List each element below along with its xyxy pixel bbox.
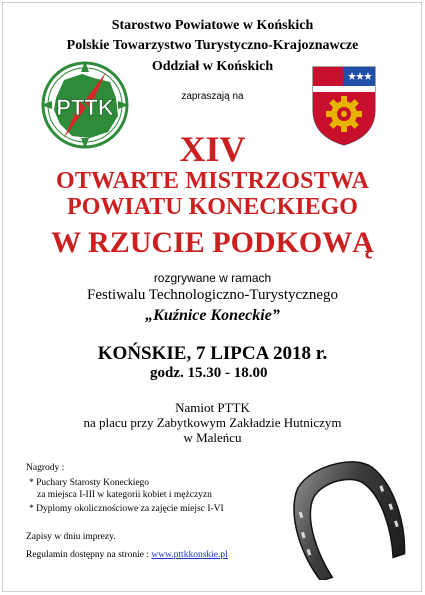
festival-subtitle: „Kuźnice Koneckie” (145, 307, 280, 324)
subtitle-intro: rozgrywane w ramach (153, 271, 272, 285)
event-date: KOŃSKIE, 7 LIPCA 2018 r. (97, 343, 328, 364)
rules-prefix: Regulamin dostępny na stronie : (26, 550, 152, 560)
event-hours: godz. 15.30 - 18.00 (150, 365, 268, 381)
edition-number: XIV (179, 129, 246, 169)
pttk-logo-text: PTTK (56, 95, 114, 120)
venue-town: w Maleńcu (183, 430, 242, 445)
title-line-horseshoe-throw: W RZUCIE PODKOWĄ (51, 226, 374, 259)
title-line-open-championship: OTWARTE MISTRZOSTWA (55, 168, 370, 194)
prize-diplomas: * Dyplomy okolicznościowe za zajęcie miejsc I-VI (29, 504, 224, 514)
organizer-starostwo: Starostwo Powiatowe w Końskich (111, 18, 314, 33)
prize-cups-detail: za miejsca I-III w kategorii kobiet i mężczyzn (37, 490, 212, 500)
organizer-pttk: Polskie Towarzystwo Turystyczno-Krajoznawcze (66, 38, 359, 53)
horseshoe-icon (284, 452, 408, 580)
festival-name: Festiwalu Technologiczno-Turystycznego (87, 287, 338, 303)
prize-cups: * Puchary Starosty Koneckiego (29, 478, 150, 488)
title-line-county: POWIATU KONECKIEGO (67, 194, 358, 220)
prizes-heading: Nagrody : (26, 463, 65, 473)
rules-link[interactable]: www.pttkkonskie.pl (151, 550, 228, 560)
rules-info (26, 550, 228, 560)
venue-tent: Namiot PTTK (175, 400, 250, 415)
registration-info: Zapisy w dniu imprezy. (26, 532, 116, 542)
organizer-branch: Oddział w Końskich (151, 59, 274, 74)
venue-location: na placu przy Zabytkowym Zakładzie Hutniczym (83, 415, 342, 430)
invite-text: zapraszają na (181, 91, 244, 102)
